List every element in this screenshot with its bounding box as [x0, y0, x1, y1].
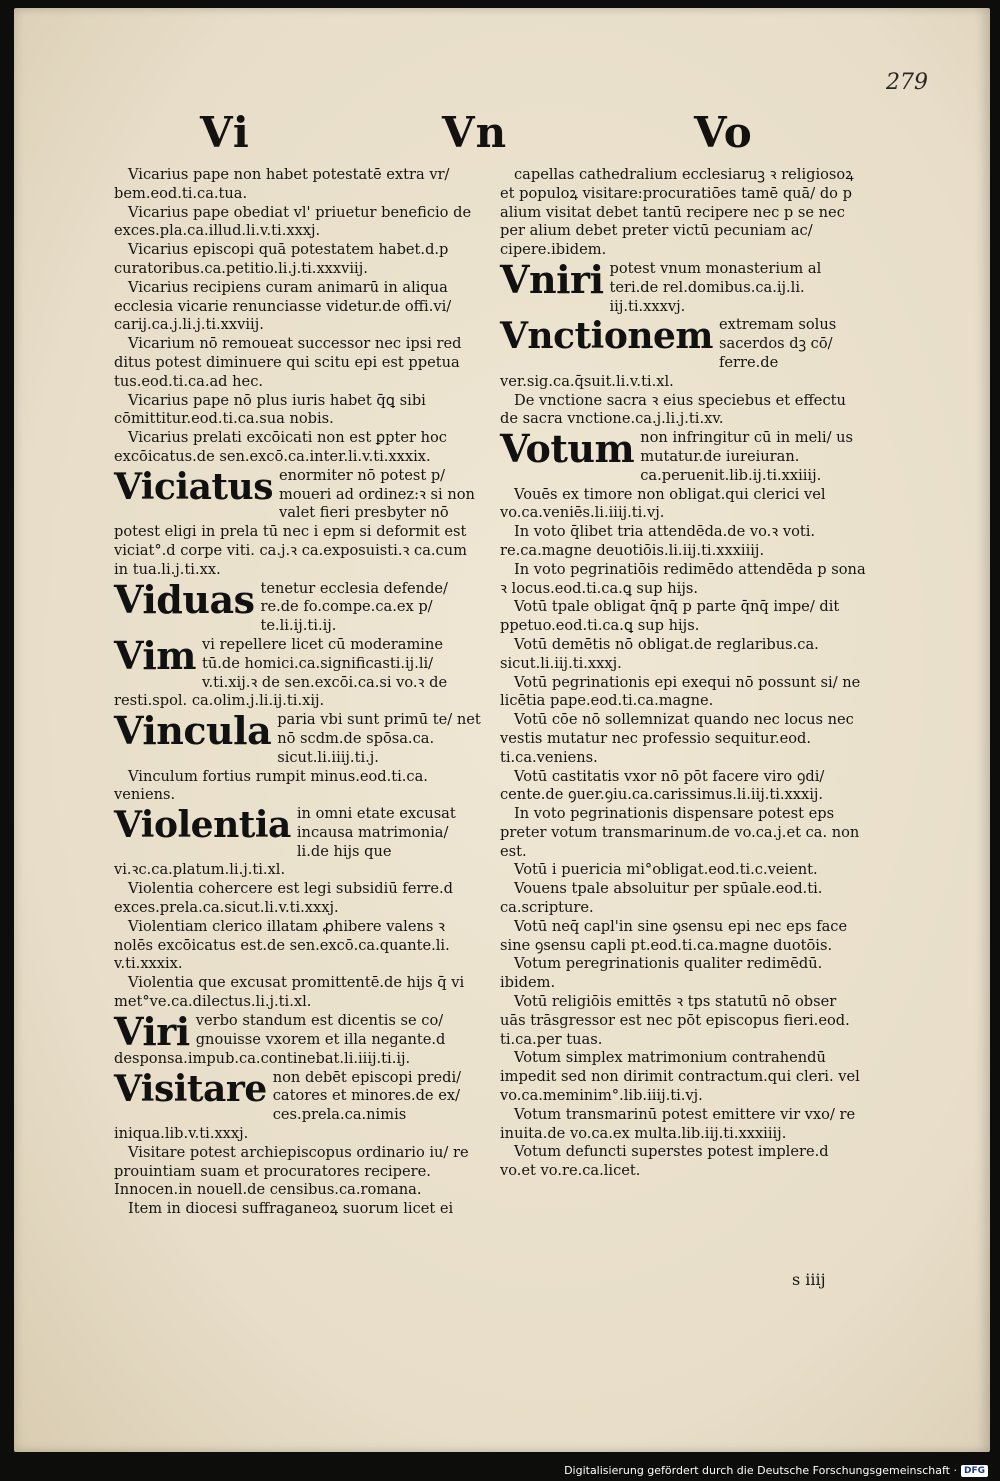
entry-text: Votum defuncti superstes potest implere.d vo.et vo.re.ca.licet. — [500, 1143, 829, 1180]
entry-text: extremam solus sacerdos dꝫ cō/ ferre.de ver.sig.ca.q̄suit.li.v.ti.xl. — [500, 316, 837, 390]
entry-text: in omni etate excusat incausa matrimonia/ li.de hijs que vi.ꝛc.ca.platum.li.j.ti.xl. — [114, 805, 456, 879]
entry-text: Visitare potest archiepiscopus ordinario iu/ re prouintiam suam et procuratores recipere. Innocen.in nouell.de censibus.ca.romana. — [114, 1143, 469, 1199]
entry-text: Votū pegrinationis epi exequi nō possunt si/ ne licētia pape.eod.ti.ca.magne. — [500, 673, 861, 710]
headword: Vniri — [500, 256, 604, 302]
index-entry — [500, 392, 866, 430]
entry-text: paria vbi sunt primū te/ net nō scdm.de spōsa.ca. sicut.li.iiij.ti.j. — [277, 711, 481, 766]
index-entry — [500, 918, 866, 956]
index-entry — [114, 204, 482, 242]
entry-text: Votum transmarinū potest emittere vir vxo/ re inuita.de vo.ca.ex multa.lib.iij.ti.xxxiiij. — [500, 1105, 856, 1142]
index-entry — [114, 974, 482, 1012]
index-entry-headword — [500, 256, 866, 316]
index-entry — [500, 1049, 866, 1105]
entry-text: Votum simplex matrimonium contrahendū impedit sed non dirimit contractum.qui cleri. vel vo.ca.meminim°.lib.iiij.ti.vj. — [500, 1049, 860, 1105]
entry-text: Violentia que excusat promittentē.de hijs q̄ vi met°ve.ca.dilectus.li.j.ti.xl. — [114, 974, 465, 1011]
index-entry — [500, 880, 866, 918]
index-entry-headword — [500, 316, 866, 391]
index-entry-headword — [114, 576, 482, 636]
index-entry — [114, 241, 482, 279]
index-entry — [114, 392, 482, 430]
entry-text: Vicarius episcopi quā potestatem habet.d.p curatoribus.ca.petitio.li.j.ti.xxxviij. — [114, 241, 449, 277]
index-entry — [500, 561, 866, 599]
folio-number: 279 — [886, 70, 928, 95]
credit-text: Digitalisierung gefördert durch die Deutsche Forschungsgemeinschaft · — [564, 1464, 957, 1477]
index-entry-headword — [500, 426, 866, 485]
entry-text: Votū castitatis vxor nō pōt facere viro ꝯdi/ cente.de ꝯuer.ꝯiu.ca.carissimus.li.iij.ti.xxxij. — [500, 767, 825, 804]
entry-text: Vinculum fortius rumpit minus.eod.ti.ca. veniens. — [114, 767, 428, 804]
index-entry — [114, 880, 482, 918]
book-page — [14, 8, 990, 1452]
index-entry — [114, 166, 482, 204]
headword: Viduas — [114, 576, 255, 622]
entry-text: In voto q̄libet tria attendēda.de vo.ꝛ voti. re.ca.magne deuotiōis.li.iij.ti.xxxiiij. — [500, 523, 816, 559]
headword: Viri — [114, 1008, 190, 1054]
index-entry — [114, 429, 482, 467]
entry-text: potest vnum monasterium al teri.de rel.domibus.ca.ij.li. iij.ti.xxxvj. — [609, 259, 822, 315]
entry-text: Vouens tpale absoluitur per spūale.eod.ti. ca.scripture. — [500, 880, 823, 917]
index-entry — [114, 1200, 482, 1219]
headword: Vincula — [114, 708, 272, 754]
entry-text: Votū religiōis emittēs ꝛ tps statutū nō obser uās trāsgressor est nec pōt episcopus fieri.eod. ti.ca.per tuas. — [500, 993, 850, 1048]
entry-text: Votū cōe nō sollemnizat quando nec locus nec vestis mutatur nec professio sequitur.eod. ti.ca.veniens. — [500, 711, 854, 766]
entry-text: Vicarius prelati excōicati non est ꝑpter hoc excōicatus.de sen.excō.ca.inter.li.v.ti.xxxix. — [114, 429, 447, 465]
headword: Violentia — [114, 804, 291, 847]
entry-text: Votum peregrinationis qualiter redimēdū. ibidem. — [500, 955, 823, 992]
entry-text: Vouēs ex timore non obligat.qui clerici vel vo.ca.veniēs.li.iiij.ti.vj. — [500, 485, 826, 522]
entry-text: capellas cathedralium ecclesiaruꝫ ꝛ religiosoꝝ et populoꝝ visitare:procuratiōes tamē quā/ do p alium visitat debet tantū recipere nec p se nec per alium debet preter victū pecuniam ac/ cipere.ibidem. — [500, 166, 854, 259]
headword: Votum — [500, 426, 635, 472]
entry-text: Violentiam clerico illatam ꝓhibere valens ꝛ nolēs excōicatus est.de sen.excō.ca.quante.li. v.ti.xxxix. — [114, 917, 450, 973]
index-entry-headword — [114, 632, 482, 711]
index-entry — [500, 486, 866, 524]
index-entry-headword — [114, 1008, 482, 1069]
digitization-credit — [564, 1464, 988, 1477]
index-entry — [500, 993, 866, 1049]
entry-text: non debēt episcopi predi/ catores et minores.de ex/ ces.prela.ca.nimis iniqua.lib.v.ti.xxxj. — [114, 1068, 462, 1143]
entry-text: vi repellere licet cū moderamine tū.de homici.ca.significasti.ij.li/ v.ti.xij.ꝛ de sen.excōi.ca.si vo.ꝛ de resti.spol. ca.olim.j.li.ij.ti.xij. — [114, 635, 448, 710]
running-head-right: Vo — [694, 108, 753, 157]
index-entry — [500, 805, 866, 861]
signature-mark: s iiij — [792, 1270, 826, 1289]
running-head-left: Vi — [200, 108, 250, 157]
index-entry — [114, 918, 482, 974]
entry-text: In voto pegrinatiōis redimēdo attendēda p sona ꝛ locus.eod.ti.ca.ꝗ sup hijs. — [500, 560, 866, 597]
index-entry — [500, 955, 866, 993]
index-entry-headword — [114, 1069, 482, 1144]
index-entry — [500, 861, 866, 880]
index-entry — [500, 636, 866, 674]
index-entry — [500, 1143, 866, 1181]
entry-text: non infringitur cū in meli/ us mutatur.de iureiuran. ca.peruenit.lib.ij.ti.xxiiij. — [640, 429, 854, 484]
headword: Visitare — [114, 1067, 267, 1110]
running-head-center: Vn — [442, 108, 508, 157]
headword: Viciatus — [114, 465, 273, 508]
index-entry — [114, 279, 482, 335]
entry-text: Vicarius pape non habet potestatē extra vr/ bem.eod.ti.ca.tua. — [114, 166, 450, 202]
left-column — [114, 166, 482, 1219]
entry-text: De vnctione sacra ꝛ eius speciebus et effectu de sacra vnctione.ca.j.li.j.ti.xv. — [500, 391, 846, 428]
index-entry — [500, 768, 866, 806]
entry-text: Vicarius pape obediat vl' priuetur beneficio de exces.pla.ca.illud.li.v.ti.xxxj. — [114, 203, 472, 240]
entry-text: Votū demētis nō obligat.de reglaribus.ca. sicut.li.iij.ti.xxxj. — [500, 635, 819, 672]
entry-text: Violentia cohercere est legi subsidiū ferre.d exces.prela.ca.sicut.li.v.ti.xxxj. — [114, 880, 453, 917]
entry-text: Votū tpale obligat q̄nq̄ p parte q̄nq̄ impe/ dit ppetuo.eod.ti.ca.ꝗ sup hijs. — [500, 598, 840, 635]
index-entry-headword — [114, 467, 482, 580]
right-column — [500, 166, 866, 1181]
entry-text: enormiter nō potest p/ moueri ad ordinez:ꝛ si non valet fieri presbyter nō potest eligi in prela tū nec i epm si deformit est viciat°.d corpe viti. ca.j.ꝛ ca.exposuisti.ꝛ ca.cum in tua.li.j.ti.xx. — [114, 466, 475, 578]
index-entry — [500, 598, 866, 636]
index-entry — [500, 166, 866, 260]
index-entry — [500, 1106, 866, 1144]
index-entry — [114, 1144, 482, 1200]
entry-text: Vicarius recipiens curam animarū in aliqua ecclesia vicarie renunciasse videtur.de offi.vi/ carij.ca.j.li.j.ti.xxviij. — [114, 278, 452, 334]
headword: Vnctionem — [500, 315, 714, 358]
headword: Vim — [114, 632, 196, 678]
index-entry — [500, 711, 866, 767]
index-entry-headword — [114, 805, 482, 880]
index-entry — [500, 523, 866, 561]
index-entry — [114, 335, 482, 391]
entry-text: verbo standum est dicentis se co/ gnouisse vxorem et illa negante.d desponsa.impub.ca.continebat.li.iiij.ti.ij. — [114, 1011, 446, 1067]
dfg-logo: DFG — [961, 1465, 988, 1477]
index-entry — [500, 674, 866, 712]
entry-text: In voto pegrinationis dispensare potest eps preter votum transmarinum.de vo.ca.j.et ca. non est. — [500, 805, 860, 860]
entry-text: tenetur ecclesia defende/ re.de fo.compe.ca.ex p/ te.li.ij.ti.ij. — [260, 579, 448, 635]
entry-text: Vicarius pape nō plus iuris habet q̄ꝗ sibi cōmittitur.eod.ti.ca.sua nobis. — [114, 391, 426, 428]
entry-text: Votū i puericia mi°obligat.eod.ti.c.veient. — [514, 861, 818, 879]
entry-text: Item in diocesi suffraganeoꝝ suorum licet ei — [128, 1200, 454, 1218]
index-entry-headword — [114, 708, 482, 767]
entry-text: Votū neq̄ capl'in sine ꝯsensu epi nec eps face sine ꝯsensu capli pt.eod.ti.ca.magne duotōis. — [500, 917, 848, 954]
entry-text: Vicarium nō remoueat successor nec ipsi red ditus potest diminuere qui scitu epi est ppetua tus.eod.ti.ca.ad hec. — [114, 335, 462, 390]
index-entry — [114, 768, 482, 806]
